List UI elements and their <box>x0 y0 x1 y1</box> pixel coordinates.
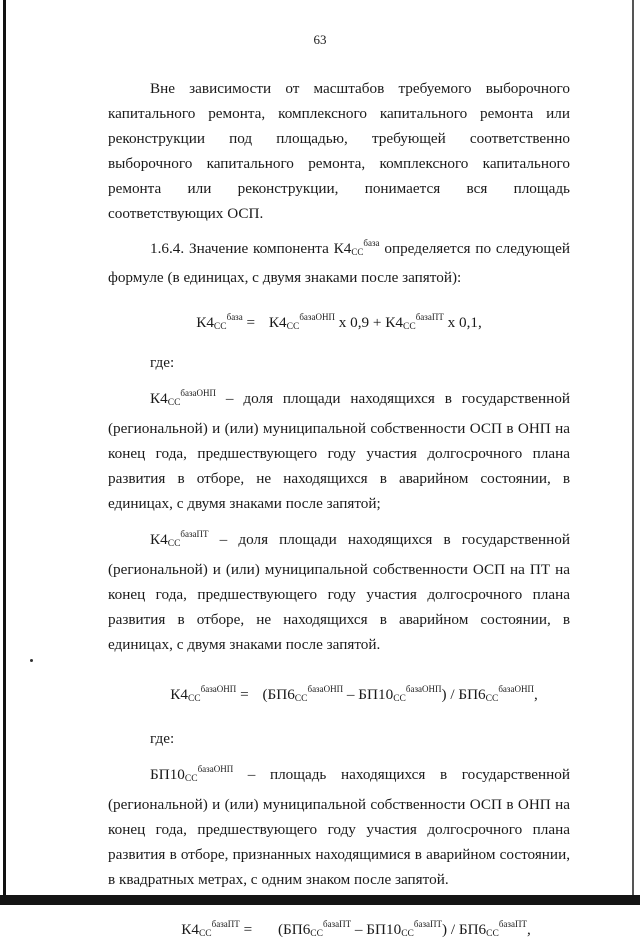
definition-bp10-onp <box>108 757 570 892</box>
page-number: 63 <box>313 32 327 47</box>
formula-k4-base <box>108 305 570 340</box>
formula3-lhs-sup: базаПТ <box>211 919 240 929</box>
def3-text: – площадь находящихся в государственной (региональной) и (или) муниципальной собственности ОСП в ОНП на конец года, предшествующего году участия долгосрочного плана развития в отборе, признанных находящимися в аварийном состоянии, в квадратных метрах, с одним знаком после запятой. <box>108 766 570 888</box>
formula3-b-sub: СС <box>401 929 414 939</box>
formula2-open: (БП6 <box>262 686 295 703</box>
formula1-lhs: К4 <box>196 314 214 331</box>
formula3-end: , <box>526 921 531 938</box>
formula3-open: (БП6 <box>277 921 311 938</box>
paragraph-1-6-4 <box>108 231 570 290</box>
def2-sup: базаПТ <box>180 529 209 539</box>
def2-symbol: К4 <box>150 531 168 548</box>
formula1-term1-sub: СС <box>286 322 300 332</box>
formula2-a-sup: базаОНП <box>307 684 344 694</box>
formula3-c-sup: базаПТ <box>498 919 527 929</box>
def3-sub: СС <box>184 774 198 784</box>
formula1-term2-sub: СС <box>403 322 416 332</box>
formula2-a-sub: СС <box>294 694 308 704</box>
where-label-2: где: <box>150 730 175 747</box>
formula2-b-sup: базаОНП <box>405 684 442 694</box>
formula3-lhs-sub: СС <box>198 929 212 939</box>
definition-k4-pt <box>108 522 570 657</box>
formula2-b-sub: СС <box>393 694 406 704</box>
formula1-term2-sup: базаПТ <box>415 312 444 322</box>
formula2-minus: – БП10 <box>343 686 394 703</box>
formula3-a-sub: СС <box>310 929 323 939</box>
paragraph-1-6-4-sub: СС <box>351 247 364 257</box>
def2-sub: СС <box>167 539 181 549</box>
formula3-c-sub: СС <box>486 929 499 939</box>
formula-k4-onp <box>108 677 570 712</box>
formula3-eq: = <box>239 921 256 938</box>
def1-sup: базаОНП <box>180 388 217 398</box>
formula1-term1-sup: базаОНП <box>299 312 335 322</box>
formula-k4-pt <box>108 912 570 947</box>
def3-sup: базаОНП <box>197 764 234 774</box>
where-label-1: где: <box>150 354 175 371</box>
formula3-b-sup: базаПТ <box>413 919 442 929</box>
formula1-term2: К4 <box>385 314 404 331</box>
formula2-lhs-sub: СС <box>187 694 201 704</box>
formula2-lhs: К4 <box>170 686 188 703</box>
def1-sub: СС <box>167 398 181 408</box>
formula2-end: , <box>533 686 538 703</box>
def1-symbol: К4 <box>150 390 168 407</box>
paragraph-1-6-4-rest: определяется по следующей формуле (в единицах, с двумя знаками после запятой): <box>108 240 570 286</box>
formula2-c-sup: базаОНП <box>498 684 534 694</box>
document-body <box>108 76 570 947</box>
paragraph-1-6-4-sup: база <box>363 238 380 248</box>
formula2-eq: = <box>236 686 253 703</box>
formula3-lhs: К4 <box>181 921 199 938</box>
formula2-div: ) / БП6 <box>441 686 486 703</box>
formula1-lhs-sub: СС <box>213 322 227 332</box>
paragraph-scope: Вне зависимости от масштабов требуемого выборочного капитального ремонта, комплексного капитального ремонта или реконструкции под площадью, требующей соответственно выборочного капитального ремонта, комплексного капитального ремонта или реконструкции, понимается вся площадь соответствующих ОСП. <box>108 80 570 222</box>
formula1-term1: К4 <box>268 314 287 331</box>
def2-text: – доля площади находящихся в государственной (региональной) и (или) муниципальной собственности ОСП на ПТ на конец года, предшествующего году участия долгосрочного плана развития в отборе, не находящихся в аварийном состоянии, в единицах, с двумя знаками после запятой. <box>108 531 570 653</box>
formula1-lhs-sup: база <box>226 312 243 322</box>
paragraph-1-6-4-lead: 1.6.4. Значение компонента К4 <box>150 240 352 257</box>
def3-symbol: БП10 <box>150 766 185 783</box>
formula2-c-sub: СС <box>485 694 499 704</box>
formula2-lhs-sup: базаОНП <box>200 684 237 694</box>
formula3-a-sup: базаПТ <box>322 919 352 929</box>
formula1-eq: = <box>242 314 259 331</box>
formula1-mid: х 0,9 + <box>334 314 386 331</box>
definition-k4-onp <box>108 381 570 516</box>
formula3-minus: – БП10 <box>351 921 402 938</box>
def1-text: – доля площади находящихся в государственной (региональной) и (или) муниципальной собственности ОСП в ОНП на конец года, предшествующего году участия долгосрочного плана развития в отборе, не находящихся в аварийном состоянии, в единицах, с двумя знаками после запятой; <box>108 390 570 512</box>
scan-speck <box>30 659 33 662</box>
formula3-div: ) / БП6 <box>442 921 487 938</box>
formula1-tail: х 0,1, <box>443 314 482 331</box>
